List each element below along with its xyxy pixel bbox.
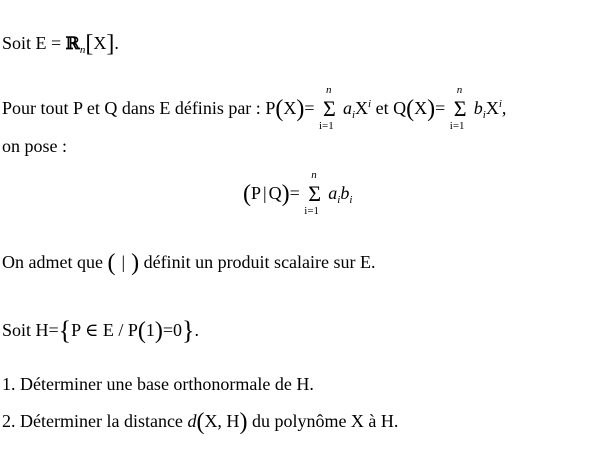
right-bracket: ] bbox=[106, 31, 115, 57]
on-admet-text: On admet que bbox=[2, 252, 103, 272]
P-symbol: P bbox=[251, 183, 262, 203]
question-text: Déterminer une base orthonormale de H. bbox=[20, 374, 314, 394]
equals-sign: = bbox=[48, 320, 59, 340]
soit-H-text: Soit H bbox=[2, 320, 49, 340]
coef-a: a bbox=[342, 98, 352, 118]
left-brace: { bbox=[58, 316, 72, 345]
X-power: X bbox=[355, 98, 369, 118]
X-arg: X bbox=[414, 98, 428, 118]
on-pose-text: on pose : bbox=[2, 136, 67, 156]
question-suffix: du polynôme X à H. bbox=[251, 411, 399, 431]
equals-sign: = bbox=[304, 98, 315, 118]
definition-P-Q: Pour tout P et Q dans E définis par : P(X)= n Σ i=1 $a_iX^i$ et Q(X)= n Σ i=1 $b_iX^i$, bbox=[2, 83, 507, 132]
right-brace: } bbox=[182, 316, 195, 345]
sum-operator-2: n Σ i=1 bbox=[449, 83, 467, 132]
intro-text: Pour tout P et Q dans E définis par : bbox=[2, 98, 261, 118]
equals-sign: = bbox=[51, 33, 62, 53]
variable-X: X bbox=[93, 33, 107, 53]
definition-H: Soit H={P ∈ E / P(1)=0}. bbox=[2, 316, 199, 345]
X-power: X bbox=[485, 98, 499, 118]
question-1 bbox=[2, 375, 314, 393]
left-bracket: [ bbox=[85, 31, 94, 57]
question-number: 2. bbox=[2, 411, 16, 431]
coef-b: b bbox=[473, 98, 483, 118]
sum-operator-3: n Σ i=1 bbox=[304, 168, 322, 217]
distance-args: X, H bbox=[204, 411, 240, 431]
equals-sign: = bbox=[435, 98, 446, 118]
real-numbers-symbol: ℝ bbox=[65, 34, 80, 54]
scalar-product-formula: (P | Q)= n Σ i=1 $a_ib_i$ bbox=[243, 168, 353, 217]
equals-sign: = bbox=[289, 183, 300, 203]
scalar-product-statement: On admet que ( | ) définit un produit scalaire sur E. bbox=[2, 250, 376, 276]
definition-E bbox=[2, 30, 119, 57]
soit-E-text: Soit E bbox=[2, 33, 47, 53]
Q-symbol: Q bbox=[393, 98, 407, 118]
question-number: 1. bbox=[2, 374, 16, 394]
bar: | bbox=[121, 252, 126, 272]
Q-symbol: Q bbox=[268, 183, 282, 203]
X-arg: X bbox=[283, 98, 297, 118]
P-symbol: P bbox=[265, 98, 276, 118]
set-content: P ∈ E / P bbox=[71, 320, 138, 340]
distance-symbol: d bbox=[187, 411, 197, 431]
equals-sign: = bbox=[162, 320, 173, 340]
coef-b: b bbox=[340, 183, 350, 203]
question-text: Déterminer la distance bbox=[20, 411, 183, 431]
bar: | bbox=[263, 183, 267, 203]
definit-text: définit un produit scalaire sur E. bbox=[143, 252, 376, 272]
degree-n: n bbox=[79, 44, 86, 56]
coef-a: a bbox=[328, 183, 338, 203]
period: . bbox=[114, 33, 119, 53]
et-word: et bbox=[375, 98, 389, 118]
sum-operator-1: n Σ i=1 bbox=[318, 83, 336, 132]
question-2: 2. Déterminer la distance d(X, H) du polynôme X à H. bbox=[2, 409, 399, 435]
